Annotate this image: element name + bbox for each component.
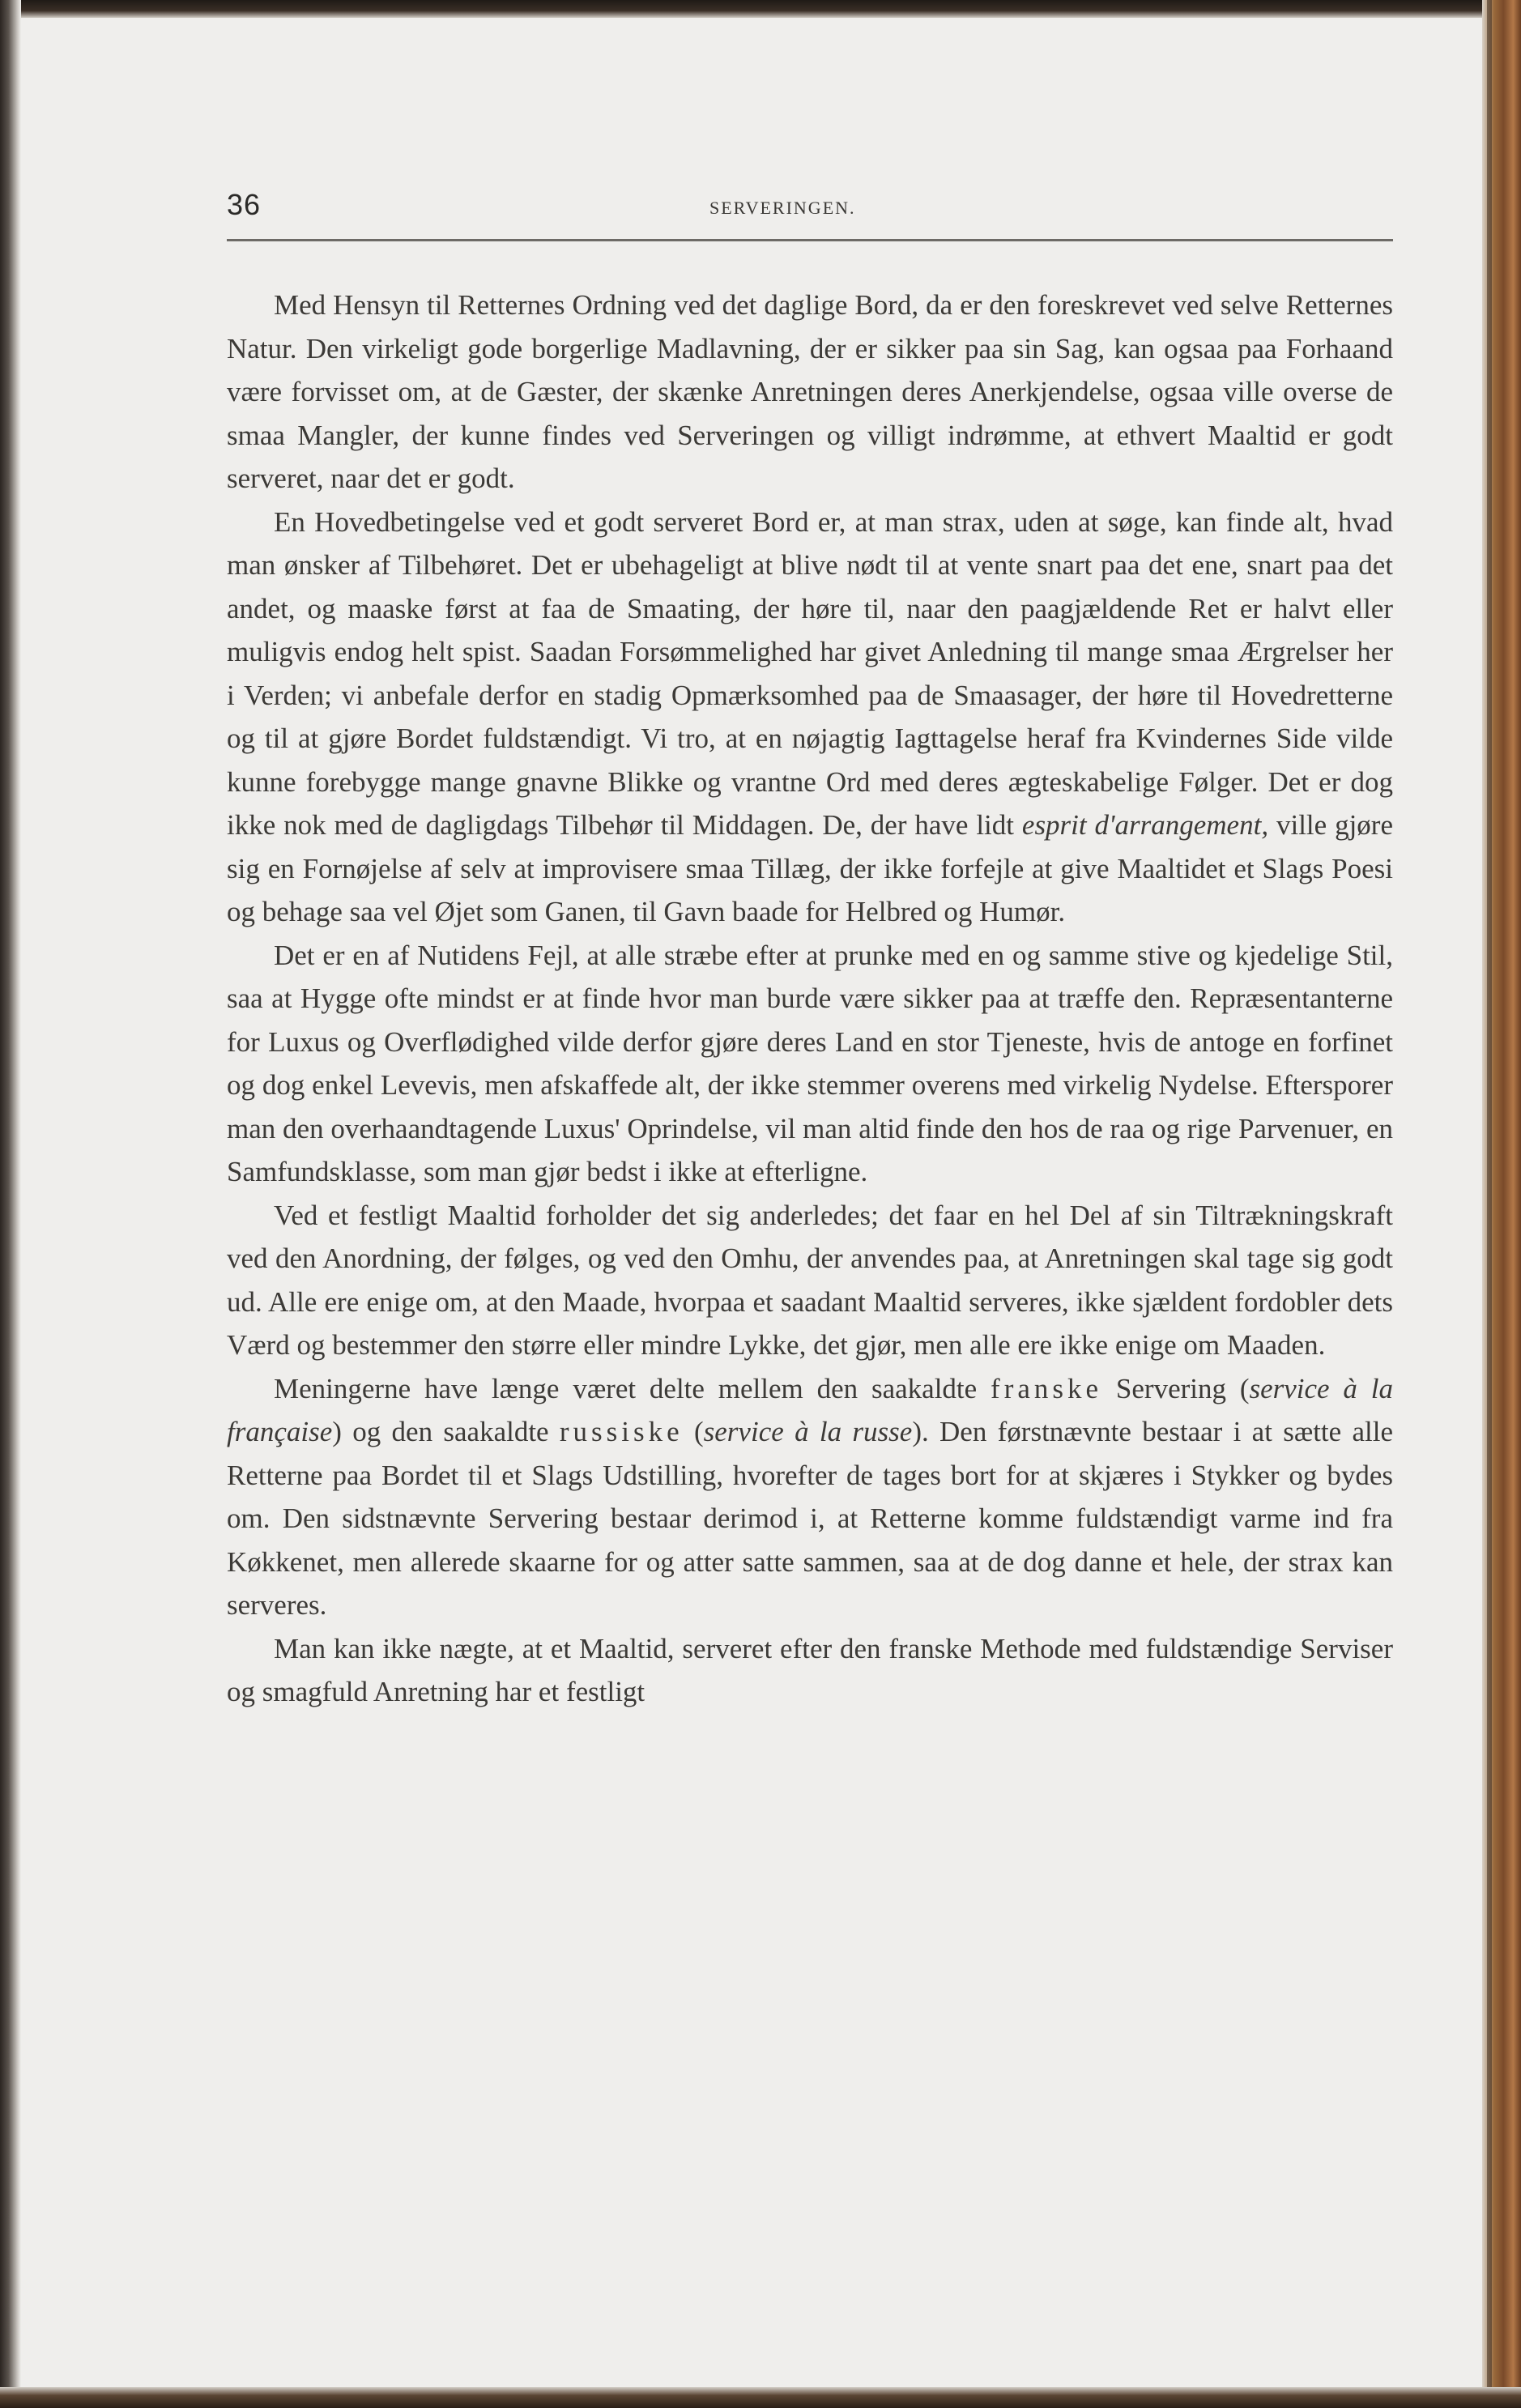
paragraph-5-text-a: Meningerne have længe været delte mellem den saakaldte: [274, 1372, 991, 1404]
paragraph-5-spaced-russiske: russiske: [559, 1416, 684, 1447]
paragraph-5: [227, 1367, 1393, 1627]
paragraph-5-text-e: ). Den førstnævnte bestaar i at sætte alle Retterne paa Bordet til et Slags Udstilling, hvorefter de tages bort for at skjæres i Stykker og bydes om. Den sidstnævnte Servering bestaar derimod i, at Retterne komme fuldstændigt varme ind fra Køkkenet, men allerede skaarne for og atter satte sammen, saa at de dog danne et hele, der strax kan serveres.: [227, 1416, 1393, 1621]
paragraph-1: Med Hensyn til Retternes Ordning ved det daglige Bord, da er den foreskrevet ved selve Retternes Natur. Den virkeligt gode borgerlige Madlavning, der er sikker paa sin Sag, kan ogsaa paa Forhaand være forvisset om, at de Gæster, der skænke Anretningen deres Anerkjendelse, ogsaa ville overse de smaa Mangler, der kunne findes ved Serveringen og villigt indrømme, at ethvert Maaltid er godt serveret, naar det er godt.: [227, 289, 1393, 494]
paragraph-3: Det er en af Nutidens Fejl, at alle stræbe efter at prunke med en og samme stive og kjedelige Stil, saa at Hygge ofte mindst er at finde hvor man burde være sikker paa at træffe den. Repræsentanterne for Luxus og Overflødighed vilde derfor gjøre deres Land en stor Tjeneste, hvis de antoge en forfinet og dog enkel Levevis, men afskaffede alt, der ikke stemmer overens med virkelig Nydelse. Eftersporer man den overhaandtagende Luxus' Oprindelse, vil man altid finde den hos de raa og rige Parvenuer, en Samfundsklasse, som man gjør bedst i ikke at efterligne.: [227, 939, 1393, 1187]
paragraph-5-spaced-franske: franske: [991, 1372, 1103, 1404]
header-rule: [227, 239, 1393, 241]
paragraph-2: [227, 501, 1393, 934]
running-title: SERVERINGEN.: [709, 198, 856, 218]
paragraph-5-italic-russe: service à la russe: [703, 1416, 913, 1447]
body-text: [227, 283, 1393, 1714]
paragraph-6: Man kan ikke nægte, at et Maaltid, serveret efter den franske Methode med fuldstændige Serviser og smagfuld Anretning har et festligt: [227, 1632, 1393, 1707]
paragraph-2-text-b: ville gjøre sig en Fornøjelse af selv at improvisere smaa Tillæg, der ikke forfejle at give Maaltidet et Slags Poesi og behage saa vel Øjet som Ganen, til Gavn baade for Helbred og Humør.: [227, 809, 1393, 927]
paragraph-5-text-b: Servering (: [1102, 1372, 1250, 1404]
paragraph-2-text-a: En Hovedbetingelse ved et godt serveret Bord er, at man strax, uden at søge, kan finde alt, hvad man ønsker af Tilbehøret. Det er ubehageligt at blive nødt til at vente snart paa det ene, snart paa det andet, og maaske først at faa de Smaating, der høre til, naar den paagjældende Ret er halvt eller muligvis endog helt spist. Saadan Forsømmelighed har givet Anledning til mange smaa Ærgrelser her i Verden; vi anbefale derfor en stadig Opmærksomhed paa de Smaasager, der høre til Hovedretterne og til at gjøre Bordet fuldstændigt. Vi tro, at en nøjagtig Iagttagelse heraf fra Kvindernes Side vilde kunne forebygge mange gnavne Blikke og vrantne Ord med deres ægteskabelige Følger. Det er dog ikke nok med de dagligdags Tilbehør til Middagen. De, der have lidt: [227, 505, 1393, 841]
paragraph-5-italic-francaise: service à la française: [227, 1372, 1394, 1447]
paragraph-4: Ved et festligt Maaltid forholder det sig anderledes; det faar en hel Del af sin Tiltrækningskraft ved den Anordning, der følges, og ved den Omhu, der anvendes paa, at Anretningen skal tage sig godt ud. Alle ere enige om, at den Maade, hvorpaa et saadant Maaltid serveres, ikke sjældent fordobler dets Værd og bestemmer den større eller mindre Lykke, det gjør, men alle ere ikke enige om Maaden.: [227, 1199, 1393, 1361]
paragraph-5-text-c: ) og den saakaldte: [332, 1416, 560, 1447]
paragraph-2-italic: esprit d'arrangement,: [1021, 809, 1269, 841]
paragraph-5-text-d: (: [683, 1416, 704, 1447]
page-number: 36: [227, 188, 262, 221]
running-head: [227, 188, 1393, 228]
